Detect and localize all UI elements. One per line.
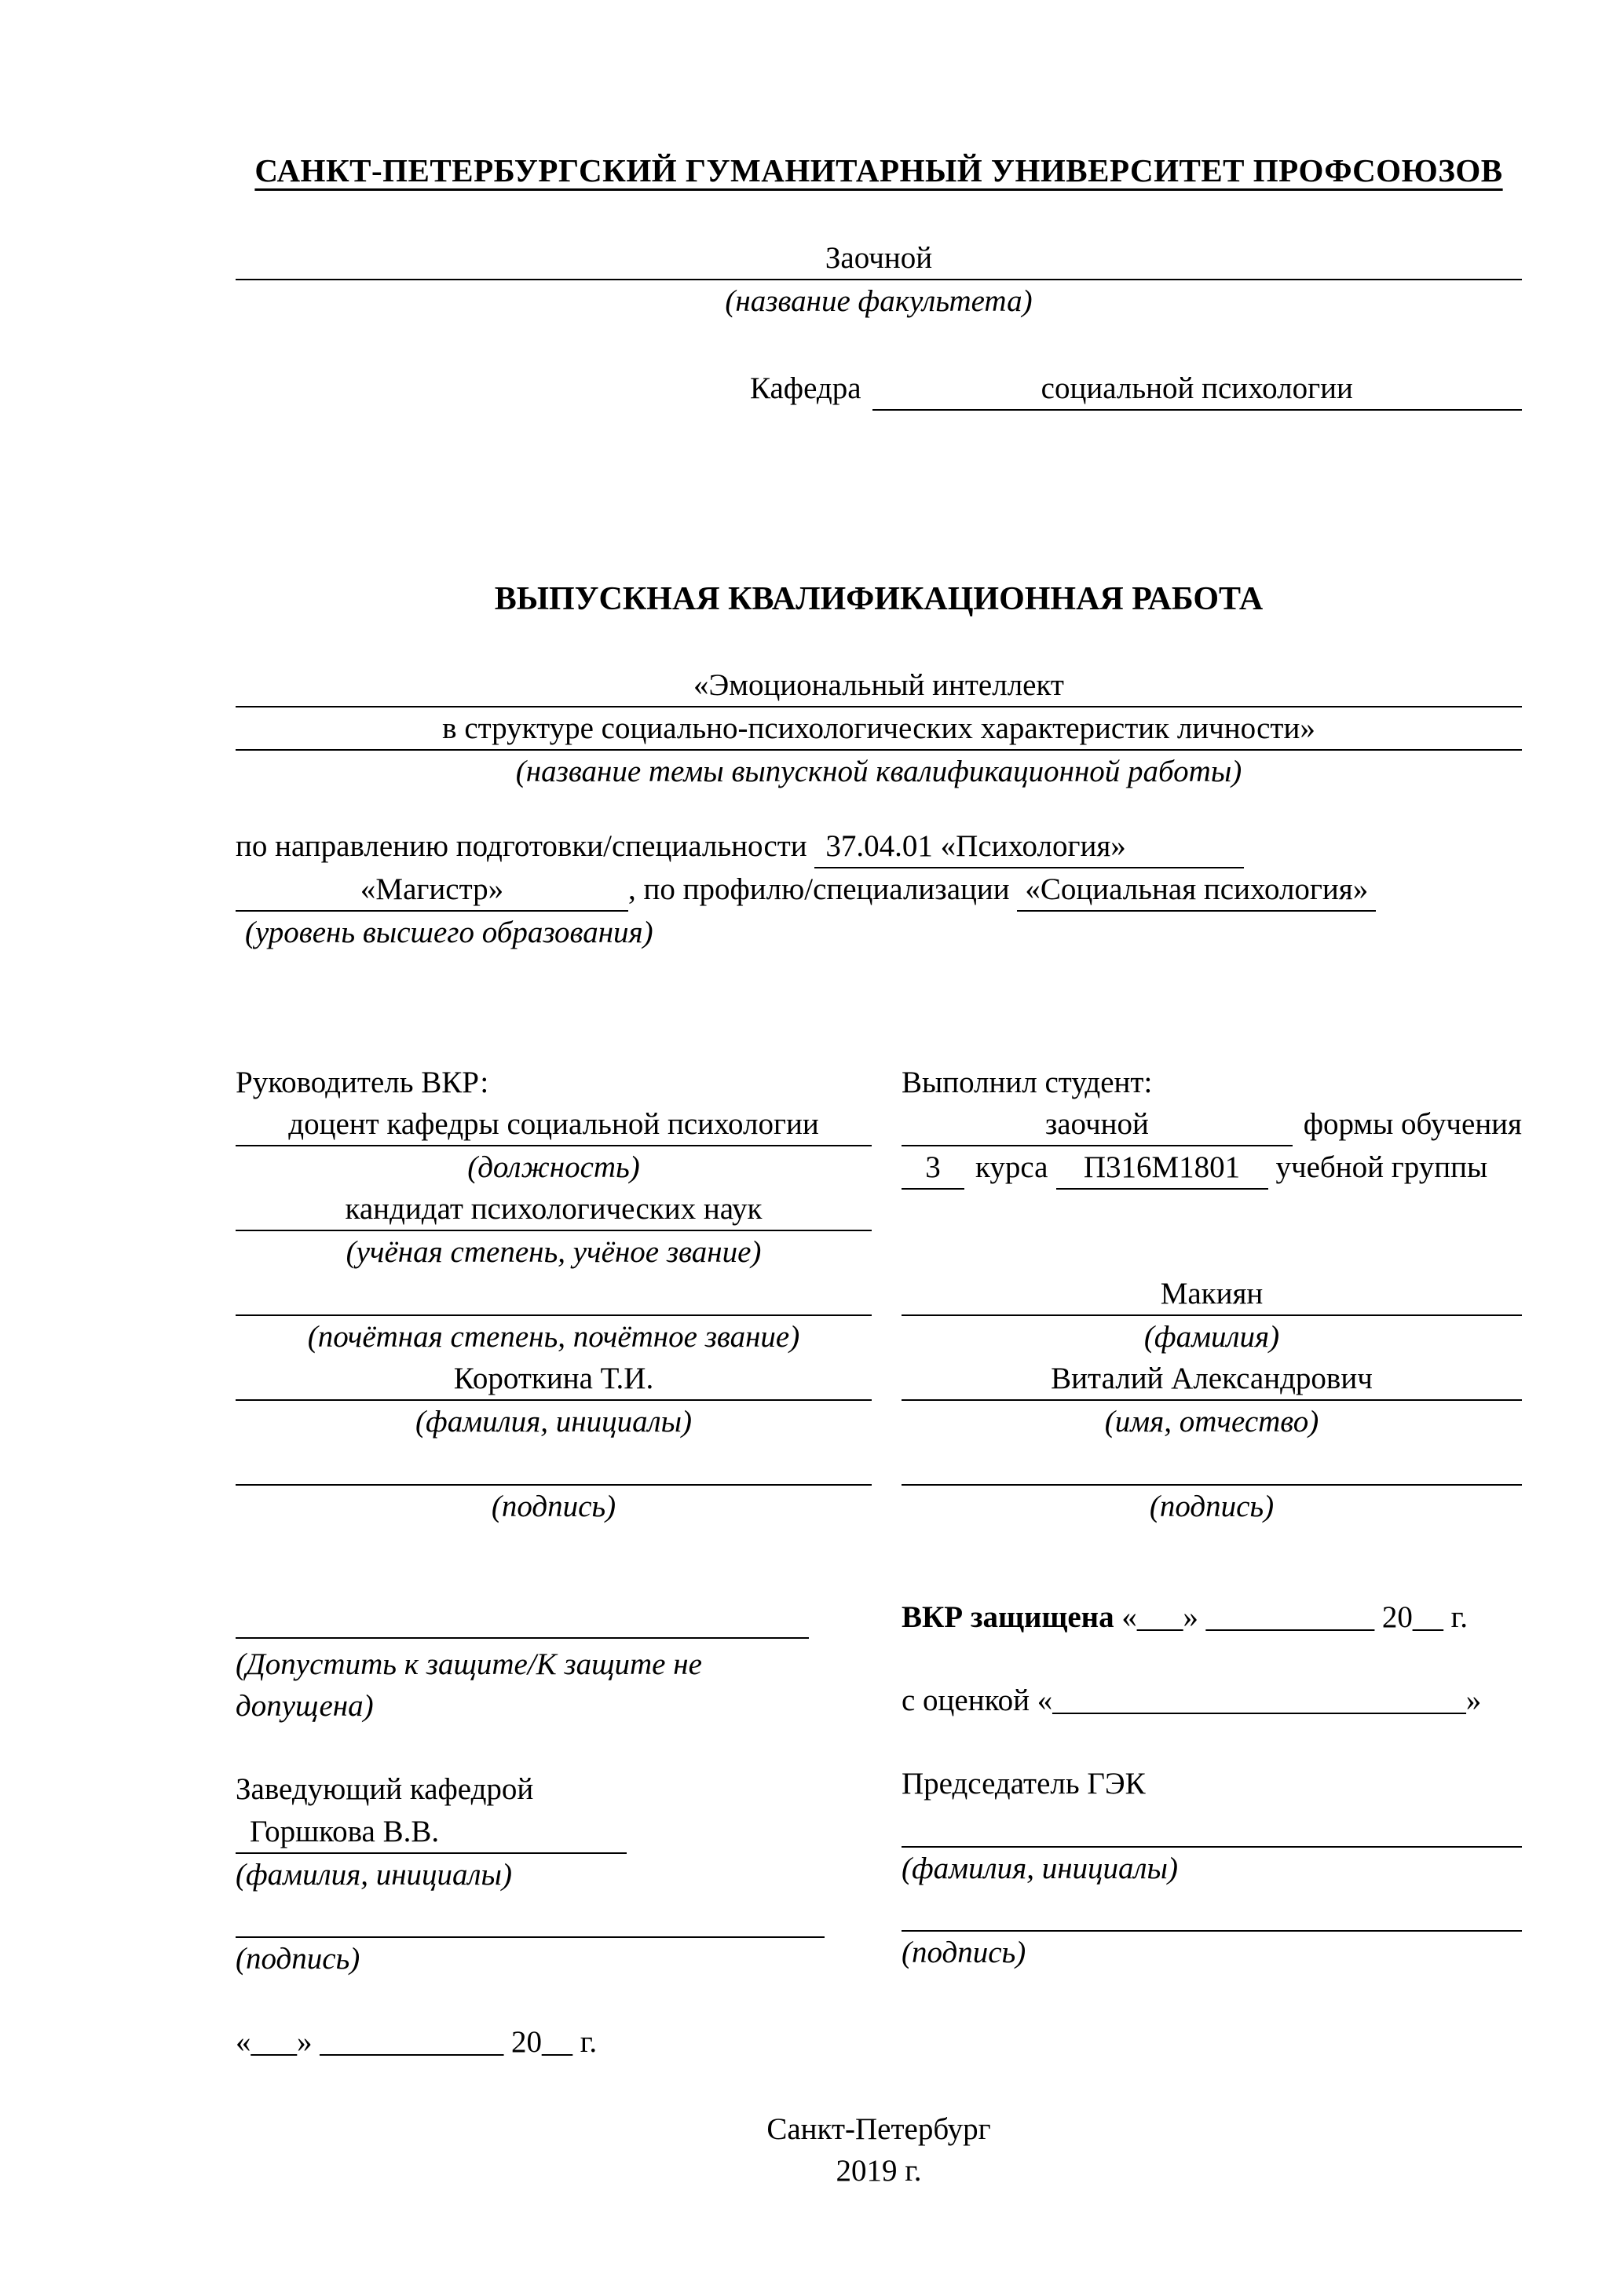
gec-chair-caption: (фамилия, инициалы) — [902, 1851, 1178, 1885]
level-caption: (уровень высшего образования) — [245, 916, 653, 950]
supervisor-degree-caption: (учёная степень, учёное звание) — [346, 1235, 762, 1270]
student-surname-value: Макиян — [1160, 1277, 1264, 1311]
level-profile-line — [236, 868, 1522, 912]
student-header: Выполнил студент: — [902, 1066, 1153, 1100]
supervisor-degree-value: кандидат психологических наук — [345, 1192, 763, 1227]
student-signature-caption: (подпись) — [1149, 1490, 1275, 1524]
footer-year: 2019 г. — [836, 2153, 922, 2188]
supervisor-position-caption: (должность) — [467, 1150, 640, 1185]
spacer — [236, 1727, 872, 1768]
program-block — [236, 825, 1522, 953]
student-surname-line — [902, 1273, 1522, 1316]
faculty-value: Заочной — [825, 240, 933, 275]
spacer — [902, 1721, 1522, 1763]
student-group-suffix: учебной группы — [1275, 1150, 1488, 1185]
department-head-line — [236, 1811, 872, 1854]
student-course-label: курса — [975, 1150, 1048, 1185]
admit-decision-line — [236, 1596, 809, 1639]
direction-line — [236, 825, 1522, 868]
supervisor-header: Руководитель ВКР: — [236, 1066, 489, 1100]
student-signature-line — [902, 1442, 1522, 1486]
supervisor-signature-line — [236, 1442, 872, 1486]
defense-defended-date: «___» ___________ 20__ г. — [1121, 1600, 1468, 1635]
people-section — [236, 1062, 1522, 1527]
faculty-caption: (название факультета) — [725, 283, 1033, 318]
student-form-line — [902, 1103, 1522, 1146]
student-course-value: 3 — [902, 1146, 964, 1190]
supervisor-name-caption: (фамилия, инициалы) — [415, 1405, 692, 1439]
gec-chair-name-line — [902, 1805, 1522, 1848]
direction-label: по направлению подготовки/специальности — [236, 829, 807, 864]
theme-line-2 — [236, 707, 1522, 751]
approval-column — [236, 1596, 872, 2062]
defense-defended-label: ВКР защищена — [902, 1600, 1114, 1635]
student-name-caption: (имя, отчество) — [1104, 1405, 1319, 1439]
defense-grade-line: с оценкой «___________________________» — [902, 1684, 1482, 1718]
department-head-caption: (фамилия, инициалы) — [236, 1857, 512, 1892]
student-name-value: Виталий Александрович — [1051, 1362, 1373, 1396]
level-value: «Магистр» — [236, 868, 628, 912]
supervisor-degree-line — [236, 1188, 872, 1231]
student-surname-caption: (фамилия) — [1143, 1320, 1280, 1355]
supervisor-position-value: доцент кафедры социальной психологии — [288, 1107, 819, 1142]
work-title: ВЫПУСКНАЯ КВАЛИФИКАЦИОННАЯ РАБОТА — [494, 580, 1264, 617]
department-head-label: Заведующий кафедрой — [236, 1772, 534, 1807]
supervisor-honorary-line — [236, 1273, 872, 1316]
profile-label: , по профилю/специализации — [628, 872, 1010, 907]
approval-date-line: «___» ____________ 20__ г. — [236, 2024, 598, 2059]
direction-value: 37.04.01 «Психология» — [814, 825, 1243, 868]
theme-block — [236, 664, 1522, 792]
faculty-underline — [236, 237, 1522, 280]
supervisor-name-line — [236, 1358, 872, 1401]
department-label: Кафедра — [750, 371, 861, 405]
department-line — [750, 367, 1522, 411]
supervisor-position-line — [236, 1103, 872, 1146]
theme-line-2-text: в структуре социально-психологических характеристик личности» — [442, 711, 1315, 745]
theme-line-1-text: «Эмоциональный интеллект — [693, 667, 1064, 702]
student-form-suffix: формы обучения — [1303, 1107, 1522, 1142]
student-name-line — [902, 1358, 1522, 1401]
supervisor-column — [236, 1062, 872, 1527]
spacer — [236, 1980, 872, 2021]
student-form-value: заочной — [902, 1103, 1293, 1146]
defense-column — [902, 1596, 1522, 2062]
approval-signature-line — [236, 1896, 825, 1938]
student-column — [902, 1062, 1522, 1527]
university-title: САНКТ-ПЕТЕРБУРГСКИЙ ГУМАНИТАРНЫЙ УНИВЕРСИТЕТ ПРОФСОЮЗОВ — [254, 152, 1503, 188]
spacer — [902, 1231, 1522, 1273]
gec-signature-caption: (подпись) — [902, 1935, 1026, 1969]
spacer — [902, 1638, 1522, 1680]
student-course-line — [902, 1146, 1522, 1190]
approval-defense-section — [236, 1596, 1522, 2062]
student-group-value: П316М1801 — [1056, 1146, 1268, 1190]
gec-chair-label: Председатель ГЭК — [902, 1767, 1146, 1801]
footer-city: Санкт-Петербург — [766, 2111, 991, 2146]
department-value: социальной психологии — [872, 367, 1522, 411]
profile-value: «Социальная психология» — [1017, 868, 1376, 912]
gec-signature-line — [902, 1889, 1522, 1932]
defense-date-line — [902, 1596, 1522, 1638]
supervisor-name-value: Короткина Т.И. — [453, 1362, 654, 1396]
approval-signature-caption: (подпись) — [236, 1941, 360, 1976]
theme-caption: (название темы выпускной квалификационной работы) — [515, 755, 1242, 789]
admit-caption: (Допустить к защите/К защите не допущена) — [236, 1647, 702, 1724]
theme-line-1 — [236, 664, 1522, 707]
department-head-value: Горшкова В.В. — [236, 1811, 627, 1854]
footer — [236, 2108, 1522, 2192]
supervisor-honorary-caption: (почётная степень, почётное звание) — [307, 1320, 800, 1355]
spacer — [902, 1190, 1522, 1231]
supervisor-signature-caption: (подпись) — [491, 1490, 616, 1524]
